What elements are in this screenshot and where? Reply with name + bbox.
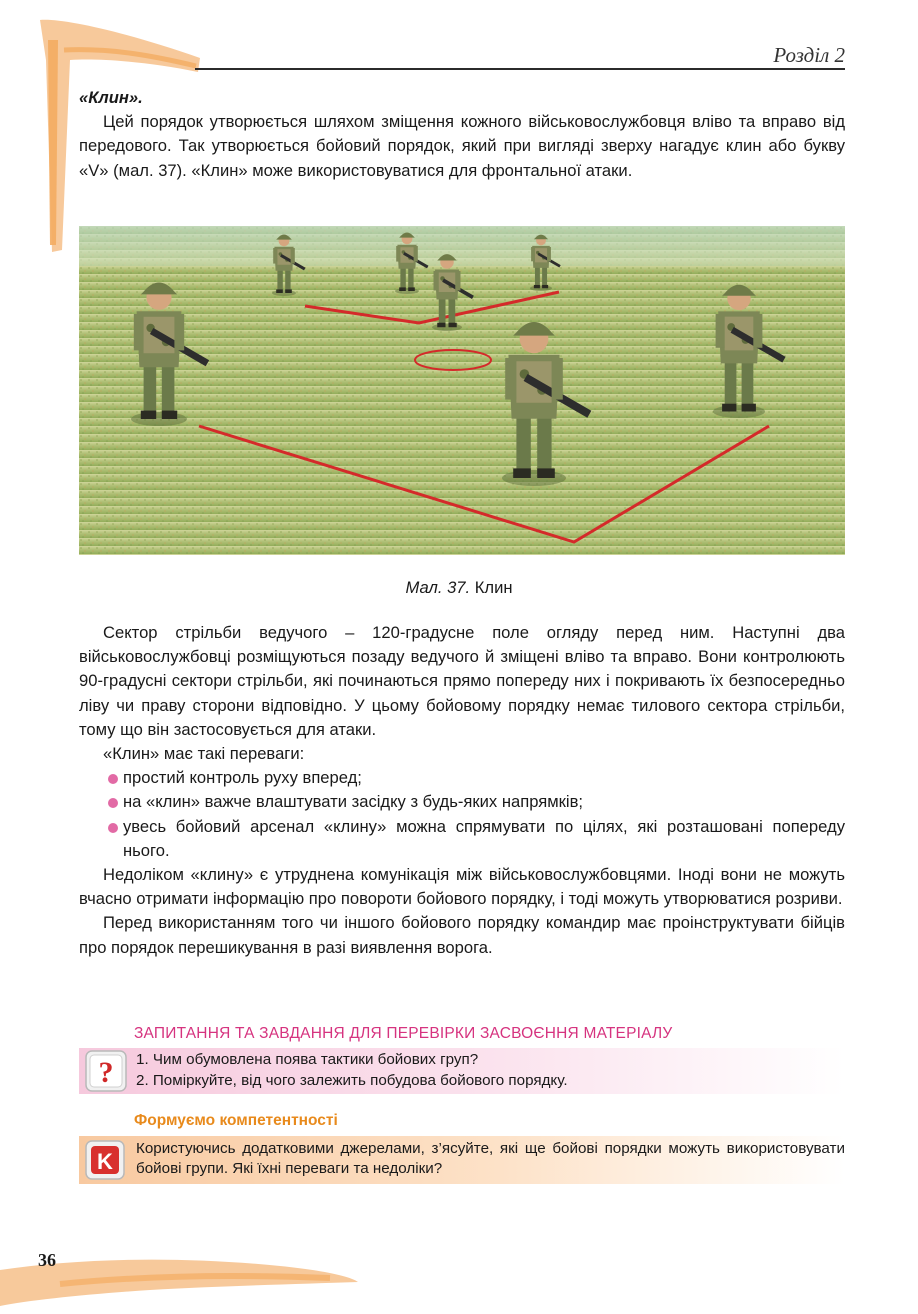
subsection-heading: «Клин». — [79, 88, 143, 107]
page-number: 36 — [38, 1250, 56, 1270]
competence-text: Користуючись додатковими джерелами, з’ясуйте, які ще бойові порядки можуть використовувати бойові групи. Які їхні переваги та недоліки? — [136, 1140, 845, 1177]
section-label: Розділ 2 — [773, 43, 845, 67]
svg-text:K: K — [97, 1149, 113, 1174]
list-item: на «клин» важче влаштувати засідку з будь-яких напрямків; — [79, 790, 845, 814]
questions-title: ЗАПИТАННЯ ТА ЗАВДАННЯ ДЛЯ ПЕРЕВІРКИ ЗАСВОЄННЯ МАТЕРІАЛУ — [134, 1025, 673, 1042]
caption-text: Клин — [474, 578, 513, 597]
figure-wedge-formation — [79, 226, 845, 555]
body-paragraph-3: Перед використанням того чи іншого бойового порядку командир має проінструктувати бійців про порядок перешикування в разі виявлення ворога. — [79, 913, 845, 957]
competence-icon — [84, 1139, 126, 1181]
intro-paragraph: Цей порядок утворюється шляхом зміщення кожного військовослужбовця вліво та вправо від передового. Так утворюється бойовий порядок, який при вигляді зверху нагадує клин або букву «V» (мал. 37). «Клин» може використовуватися для фронтальної атаки. — [79, 112, 845, 180]
body-paragraph-2: Недоліком «клину» є утруднена комунікація між військовослужбовцями. Іноді вони не можуть вчасно отримати інформацію про повороти бойового порядку, і тоді можуть утворюватися розриви. — [79, 865, 845, 909]
header-rule — [195, 68, 845, 70]
question-icon — [84, 1049, 128, 1093]
list-item: увесь бойовий арсенал «клину» можна спрямувати по цілях, які розташовані попереду нього. — [79, 815, 845, 863]
body-paragraph-1: Сектор стрільби ведучого – 120-градусне поле огляду перед ним. Наступні два військовослужбовці розміщуються позаду ведучого й зміщені вліво та вправо. Вони контролюють 90-градусні сектори стрільби, які починаються прямо попереду них і покривають їх безпосередньо ліву чи праву сторони відповідно. У цьому бойовому порядку немає тилового сектора стрільби, тому що він застосовується для атаки. — [79, 623, 845, 739]
figure-caption — [0, 578, 918, 598]
list-item: простий контроль руху вперед; — [79, 766, 845, 790]
questions-list — [136, 1049, 568, 1091]
svg-text:?: ? — [98, 1056, 114, 1089]
question-item: 2. Поміркуйте, від чого залежить побудова бойового порядку. — [136, 1072, 568, 1089]
advantages-intro: «Клин» має такі переваги: — [103, 744, 305, 764]
formation-illustration — [79, 226, 845, 555]
body-block — [79, 621, 845, 960]
question-item: 1. Чим обумовлена поява тактики бойових груп? — [136, 1051, 479, 1068]
bullet-icon — [108, 823, 118, 833]
intro-block — [79, 86, 845, 183]
competence-title: Формуємо компетентності — [134, 1112, 338, 1129]
caption-number: Мал. 37. — [405, 578, 471, 597]
